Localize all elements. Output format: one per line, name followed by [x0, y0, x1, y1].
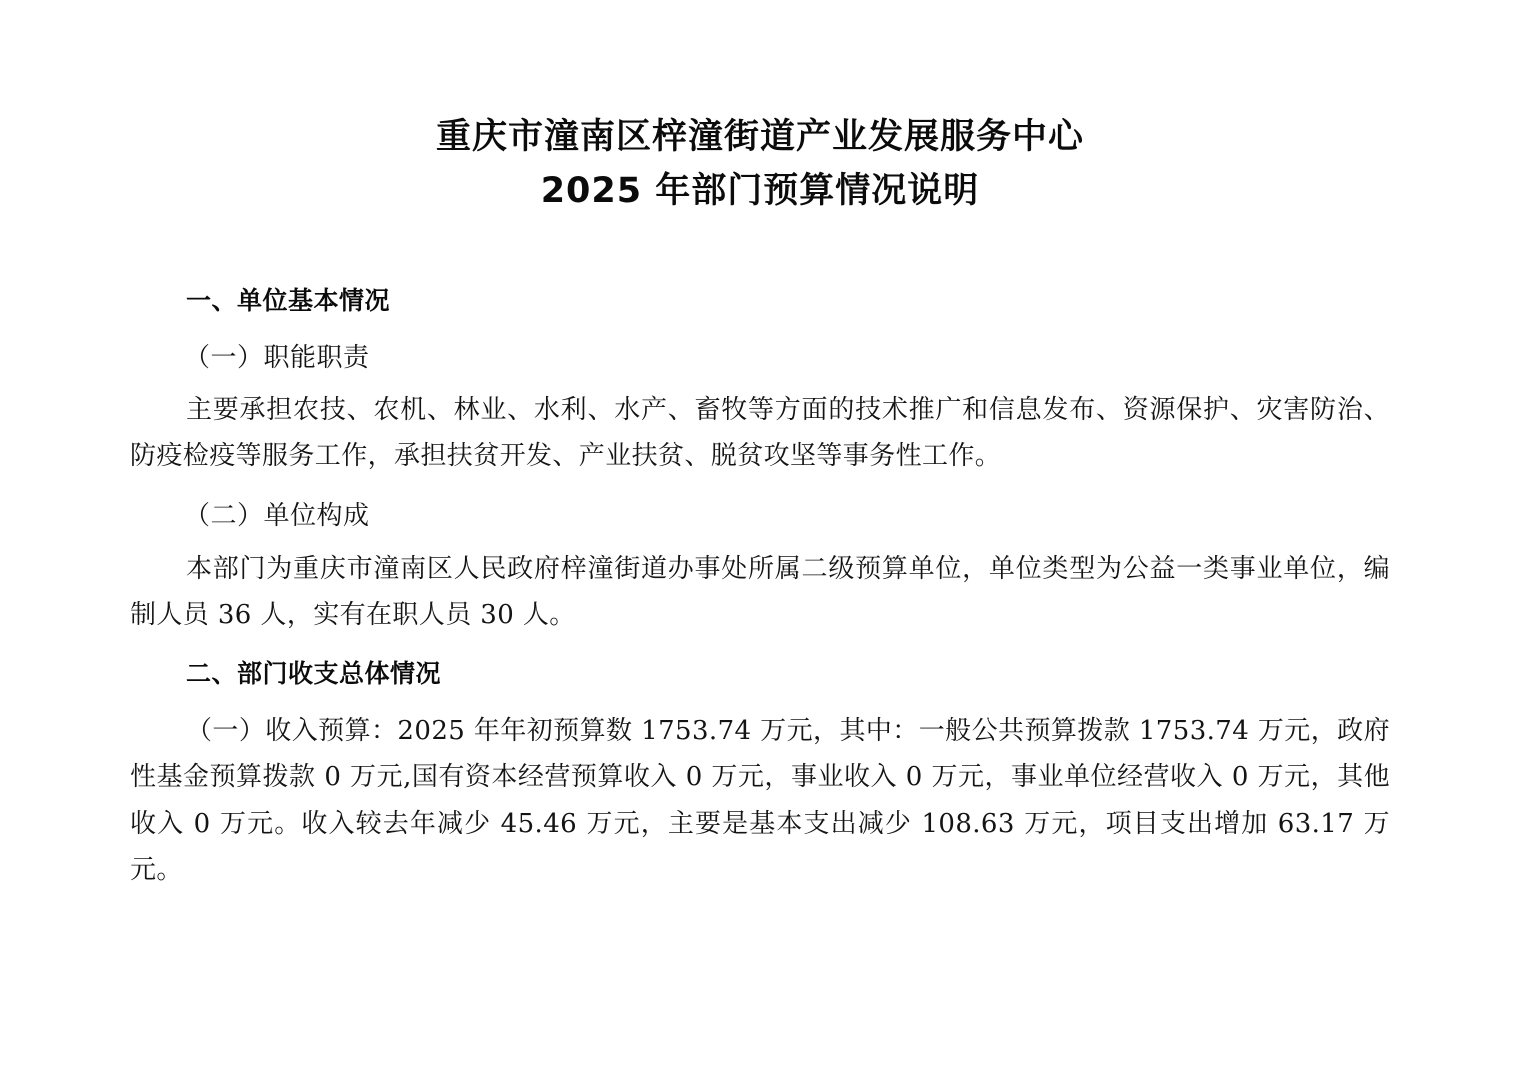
- page-title: [130, 110, 1390, 219]
- paragraph-duties: 主要承担农技、农机、林业、水利、水产、畜牧等方面的技术推广和信息发布、资源保护、灾害防治、防疫检疫等服务工作，承担扶贫开发、产业扶贫、脱贫攻坚等事务性工作。: [130, 394, 1390, 472]
- section-heading-2: 二、部门收支总体情况: [186, 659, 442, 689]
- subheading-composition: （二）单位构成: [184, 501, 370, 532]
- section-budget-overview: [130, 654, 1390, 893]
- title-line-2: 2025 年部门预算情况说明: [540, 171, 980, 212]
- subheading-duties: （一）职能职责: [184, 342, 370, 373]
- title-line-1: 重庆市潼南区梓潼街道产业发展服务中心: [435, 117, 1084, 157]
- section-heading-1: 一、单位基本情况: [186, 285, 391, 315]
- paragraph-composition: 本部门为重庆市潼南区人民政府梓潼街道办事处所属二级预算单位，单位类型为公益一类事业单位，编制人员 36 人，实有在职人员 30 人。: [130, 553, 1390, 630]
- title-spacer: [130, 219, 1390, 281]
- section-unit-basic-info: [130, 281, 1390, 639]
- paragraph-income-budget: （一）收入预算：2025 年年初预算数 1753.74 万元，其中：一般公共预算拨款 1753.74 万元，政府性基金预算拨款 0 万元,国有资本经营预算收入 0 万元，事业收入 0 万元，事业单位经营收入 0 万元，其他收入 0 万元。收入较去年减少 45.46 万元，主要是基本支出减少 108.63 万元，项目支出增加 63.17 万元。: [130, 716, 1390, 885]
